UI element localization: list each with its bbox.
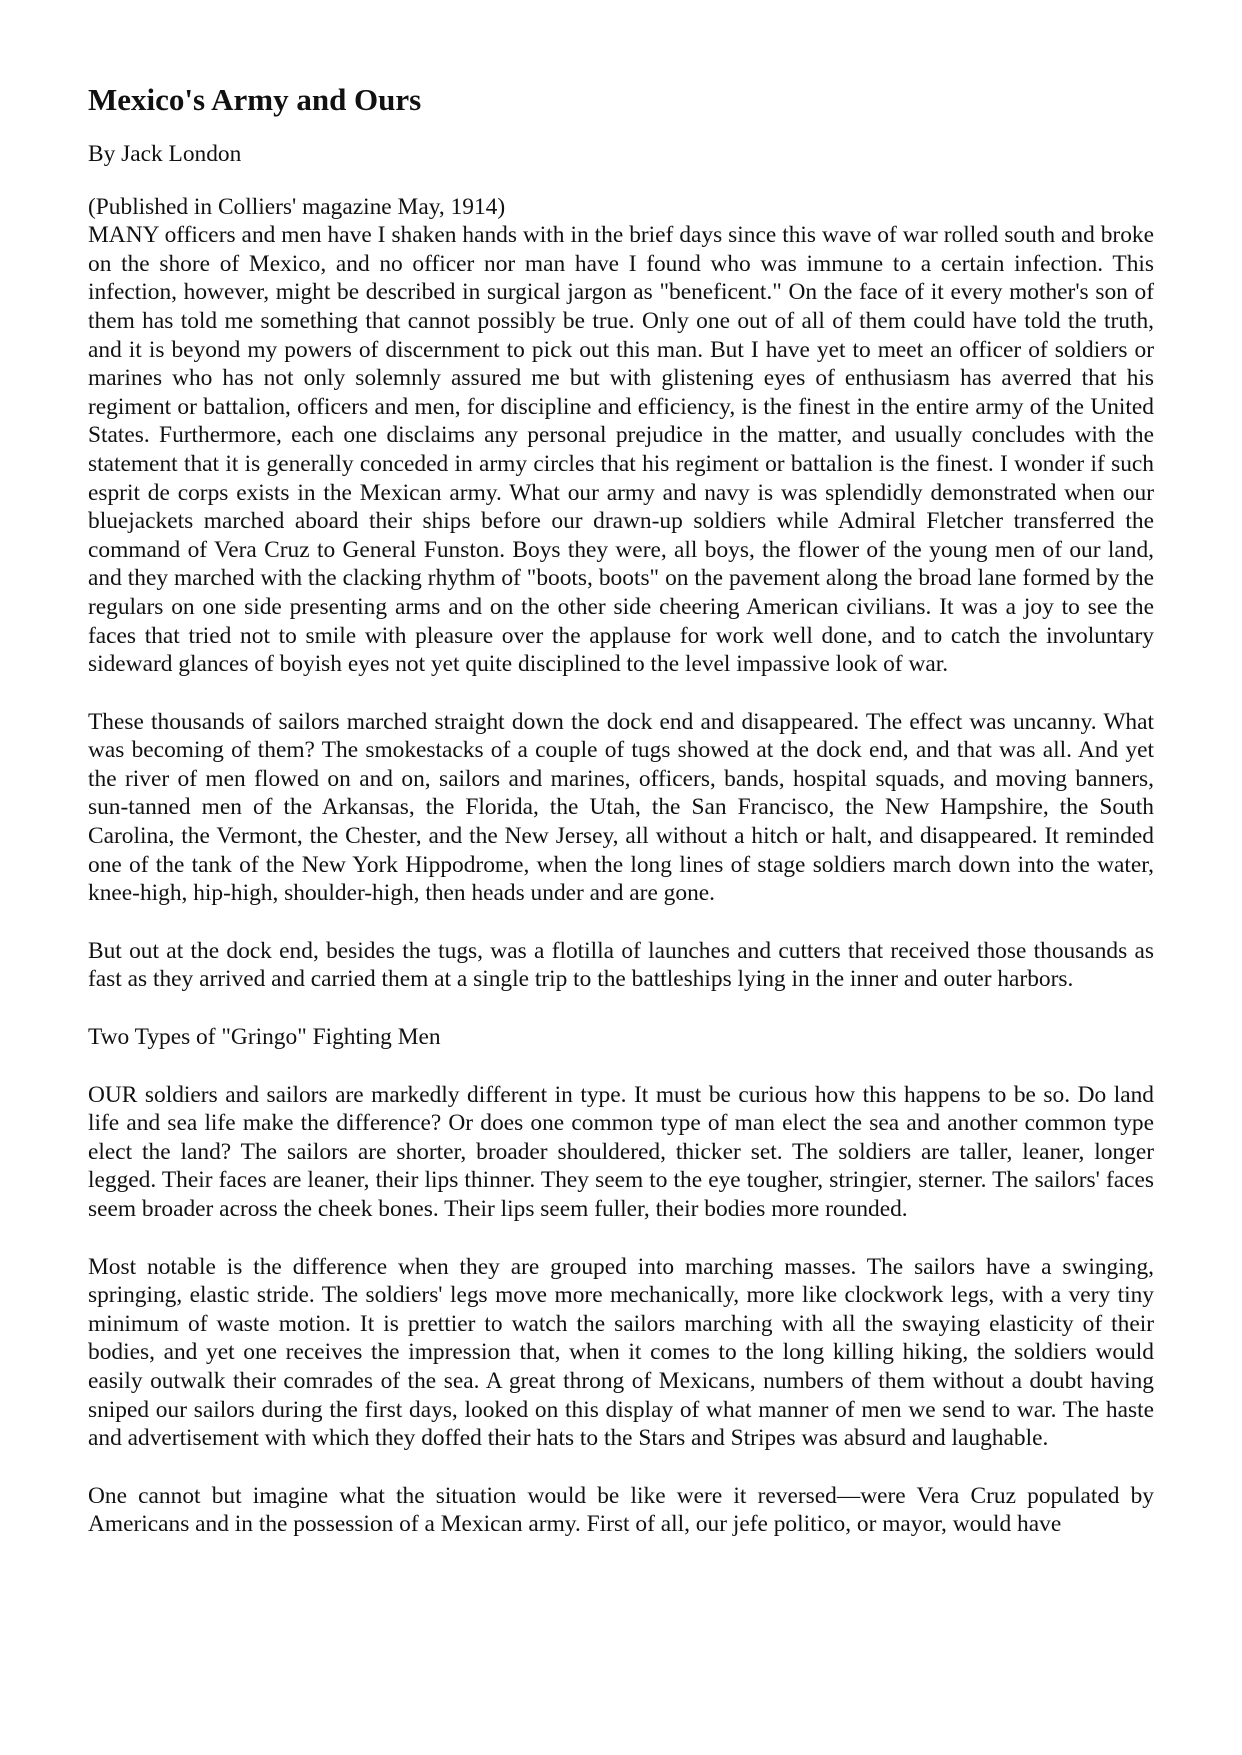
article-byline: By Jack London: [88, 141, 242, 167]
article-title: Mexico's Army and Ours: [88, 82, 422, 117]
paragraph: MANY officers and men have I shaken hands with in the brief days since this wave of war rolled south and broke on the shore of Mexico, and no officer nor man have I found who was immune to a certain infection. This infection, however, might be described in surgical jargon as "beneficent." On the face of it every mother's son of them has told me something that cannot possibly be true. Only one out of all of them could have told the truth, and it is beyond my powers of discernment to pick out this man. But I have yet to meet an officer of soldiers or marines who has not only solemnly assured me but with glistening eyes of enthusiasm has averred that his regiment or battalion, officers and men, for discipline and efficiency, is the finest in the entire army of the United States. Furthermore, each one disclaims any personal prejudice in the matter, and usually concludes with the statement that it is generally conceded in army circles that his regiment or battalion is the finest. I wonder if such esprit de corps exists in the Mexican army. What our army and navy is was splendidly demonstrated when our bluejackets marched aboard their ships before our drawn-up soldiers while Admiral Fletcher transferred the command of Vera Cruz to General Funston. Boys they were, all boys, the flower of the young men of our land, and they marched with the clacking rhythm of "boots, boots" on the pavement along the broad lane formed by the regulars on one side presenting arms and on the other side cheering American civilians. It was a joy to see the faces that tried not to smile with pleasure over the applause for work well done, and to catch the involuntary sideward glances of boyish eyes not yet quite disciplined to the level impassive look of war.: [88, 222, 1154, 678]
paragraph: OUR soldiers and sailors are markedly different in type. It must be curious how this happens to be so. Do land life and sea life make the difference? Or does one common type of man elect the sea and another common type elect the land? The sailors are shorter, broader shouldered, thicker set. The soldiers are taller, leaner, longer legged. Their faces are leaner, their lips thinner. They seem to the eye tougher, stringier, sterner. The sailors' faces seem broader across the cheek bones. Their lips seem fuller, their bodies more rounded.: [88, 1081, 1154, 1222]
paragraph: Most notable is the difference when they are grouped into marching masses. The sailors have a swinging, springing, elastic stride. The soldiers' legs move more mechanically, more like clockwork legs, with a very tiny minimum of waste motion. It is prettier to watch the sailors marching with all the swaying elasticity of their bodies, and yet one receives the impression that, when it comes to the long killing hiking, the soldiers would easily outwalk their comrades of the sea. A great throng of Mexicans, numbers of them without a doubt having sniped our sailors during the first days, looked on this display of what manner of men we send to war. The haste and advertisement with which they doffed their hats to the Stars and Stripes was absurd and laughable.: [88, 1253, 1154, 1452]
document-page: [88, 80, 1154, 1568]
paragraph: One cannot but imagine what the situation would be like were it reversed—were Vera Cruz populated by Americans and in the possession of a Mexican army. First of all, our jefe politico, or mayor, would have: [88, 1482, 1154, 1538]
paragraph: But out at the dock end, besides the tugs, was a flotilla of launches and cutters that received those thousands as fast as they arrived and carried them at a single trip to the battleships lying in the inner and outer harbors.: [88, 937, 1154, 993]
paragraph: These thousands of sailors marched straight down the dock end and disappeared. The effect was uncanny. What was becoming of them? The smokestacks of a couple of tugs showed at the dock end, and that was all. And yet the river of men flowed on and on, sailors and marines, officers, bands, hospital squads, and moving banners, sun-tanned men of the Arkansas, the Florida, the Utah, the San Francisco, the New Hampshire, the South Carolina, the Vermont, the Chester, and the New Jersey, all without a hitch or halt, and disappeared. It reminded one of the tank of the New York Hippodrome, when the long lines of stage soldiers march down into the water, knee-high, hip-high, shoulder-high, then heads under and are gone.: [88, 708, 1154, 907]
publication-note: (Published in Colliers' magazine May, 1914): [88, 193, 506, 220]
section-subheading: Two Types of "Gringo" Fighting Men: [88, 1024, 441, 1051]
